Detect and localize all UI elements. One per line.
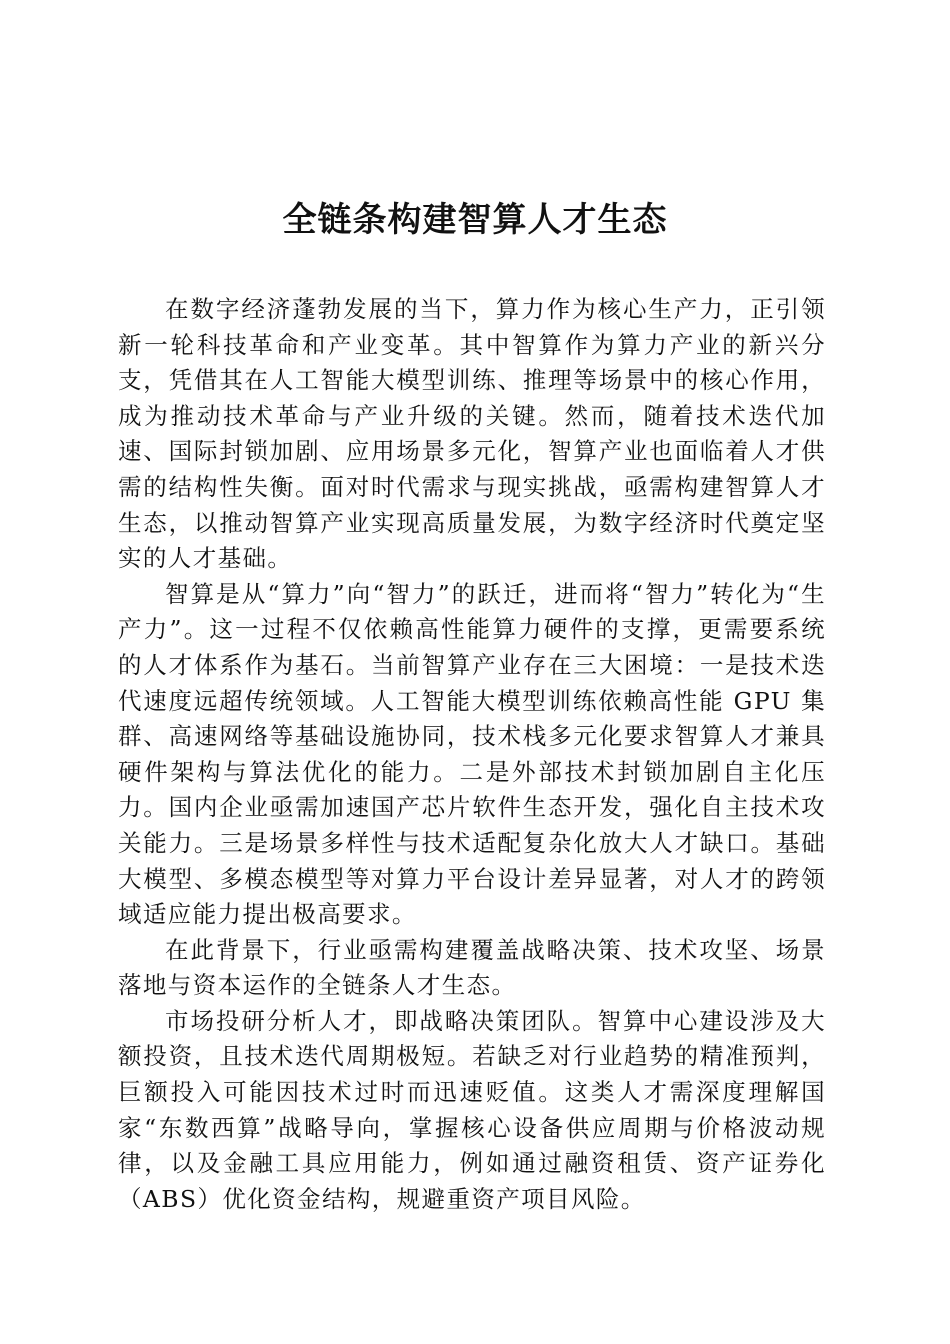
paragraph: 在数字经济蓬勃发展的当下，算力作为核心生产力，正引领新一轮科技革命和产业变革。其中智算作为算力产业的新兴分支，凭借其在人工智能大模型训练、推理等场景中的核心作用，成为推动技术革命与产业升级的关键。然而，随着技术迭代加速、国际封锁加剧、应用场景多元化，智算产业也面临着人才供需的结构性失衡。面对时代需求与现实挑战，亟需构建智算人才生态，以推动智算产业实现高质量发展，为数字经济时代奠定坚实的人才基础。 <box>118 295 826 573</box>
paragraph: 市场投研分析人才，即战略决策团队。智算中心建设涉及大额投资，且技术迭代周期极短。若缺乏对行业趋势的精准预判，巨额投入可能因技术过时而迅速贬值。这类人才需深度理解国家“东数西算”战略导向，掌握核心设备供应周期与价格波动规律，以及金融工具应用能力，例如通过融资租赁、资产证券化（ABS）优化资金结构，规避重资产项目风险。 <box>118 1006 826 1213</box>
paragraph: 智算是从“算力”向“智力”的跃迁，进而将“智力”转化为“生产力”。这一过程不仅依赖高性能算力硬件的支撑，更需要系统的人才体系作为基石。当前智算产业存在三大困境：一是技术迭代速度远超传统领域。人工智能大模型训练依赖高性能 GPU 集群、高速网络等基础设施协同，技术栈多元化要求智算人才兼具硬件架构与算法优化的能力。二是外部技术封锁加剧自主化压力。国内企业亟需加速国产芯片软件生态开发，强化自主技术攻关能力。三是场景多样性与技术适配复杂化放大人才缺口。基础大模型、多模态模型等对算力平台设计差异显著，对人才的跨领域适应能力提出极高要求。 <box>118 579 826 929</box>
document-body <box>118 292 826 1217</box>
paragraph: 在此背景下，行业亟需构建覆盖战略决策、技术攻坚、场景落地与资本运作的全链条人才生态。 <box>118 935 826 1000</box>
document-title: 全链条构建智算人才生态 <box>282 200 668 240</box>
